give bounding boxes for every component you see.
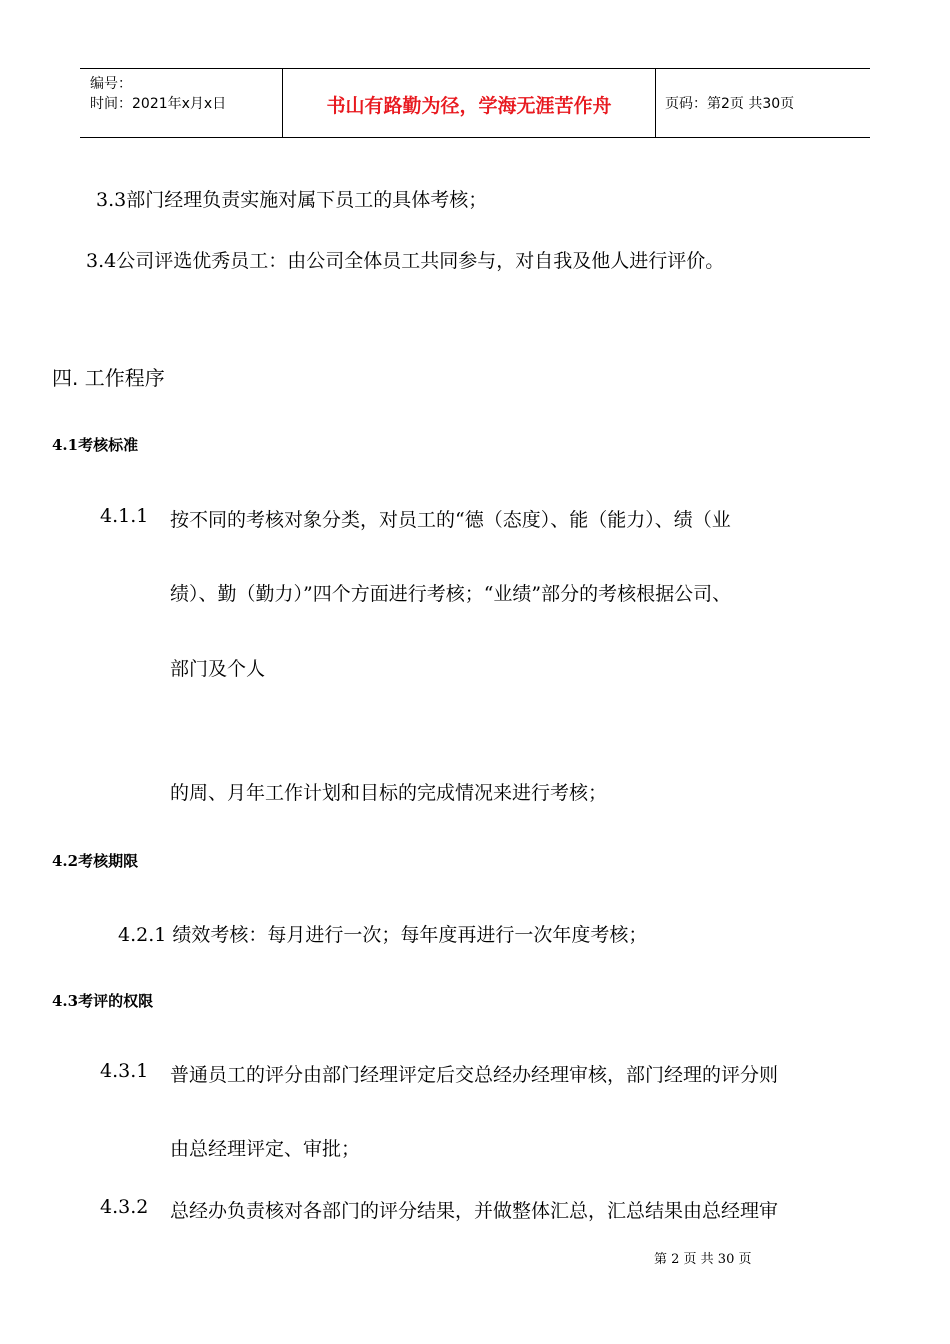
- header-info-cell: [80, 69, 282, 137]
- document-date: 时间：2021年x月x日: [90, 96, 227, 112]
- paragraph-4-3-1-line2: 由总经理评定、审批；: [170, 1138, 361, 1160]
- paragraph-4-1-1-line2: 绩）、勤（勤力）”四个方面进行考核；“业绩”部分的考核根据公司、: [170, 583, 732, 605]
- paragraph-4-1-1-line3: 部门及个人: [170, 658, 266, 680]
- header-motto-cell: [282, 69, 656, 137]
- header-page-info: 页码：第2页 共30页: [665, 96, 795, 112]
- paragraph-4-2-1: 4.2.1 绩效考核：每月进行一次；每年度再进行一次年度考核；: [118, 924, 648, 946]
- subheading-4-2: 4.2考核期限: [52, 852, 139, 870]
- clause-number-4-3-2: 4.3.2: [100, 1196, 149, 1218]
- paragraph-4-1-1-line4: 的周、月年工作计划和目标的完成情况来进行考核；: [170, 782, 608, 804]
- paragraph-4-1-1-line1: 按不同的考核对象分类，对员工的“德（态度）、能（能力）、绩（业: [170, 509, 731, 531]
- subheading-4-1: 4.1考核标准: [52, 436, 139, 454]
- clause-number-4-1-1: 4.1.1: [100, 505, 149, 527]
- page-footer: 第 2 页 共 30 页: [654, 1252, 752, 1267]
- paragraph-3-3: 3.3部门经理负责实施对属下员工的具体考核；: [96, 189, 488, 211]
- subheading-4-3: 4.3考评的权限: [52, 992, 154, 1010]
- paragraph-3-4: 3.4公司评选优秀员工：由公司全体员工共同参与，对自我及他人进行评价。: [86, 250, 725, 272]
- header-motto: 书山有路勤为径，学海无涯苦作舟: [326, 95, 612, 117]
- section-heading-4: 四. 工作程序: [52, 366, 165, 390]
- paragraph-4-3-2-line1: 总经办负责核对各部门的评分结果，并做整体汇总，汇总结果由总经理审: [170, 1200, 779, 1222]
- document-number: 编号：: [90, 76, 132, 92]
- page-header: [80, 68, 870, 138]
- clause-number-4-3-1: 4.3.1: [100, 1060, 149, 1082]
- header-page-cell: [655, 69, 870, 137]
- paragraph-4-3-1-line1: 普通员工的评分由部门经理评定后交总经办经理审核，部门经理的评分则: [170, 1064, 779, 1086]
